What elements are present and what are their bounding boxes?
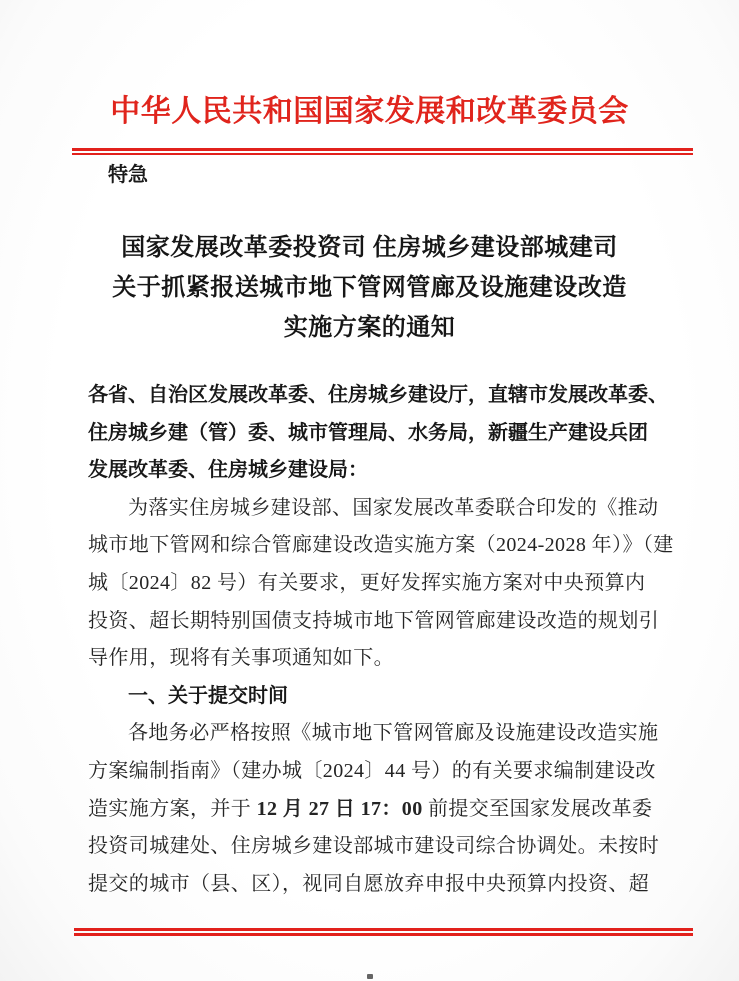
body-text-line: 各地务必严格按照《城市地下管网管廊及设施建设改造实施 bbox=[128, 722, 659, 745]
footer-double-rule bbox=[74, 928, 693, 936]
body-text-line: 投资、超长期特别国债支持城市地下管网管廊建设改造的规划引 bbox=[88, 609, 660, 632]
body-text-line: 提交的城市（县、区），视同自愿放弃申报中央预算内投资、超 bbox=[88, 872, 650, 895]
body-text-line: 方案编制指南》（建办城〔2024〕44 号）的有关要求编制建设改 bbox=[88, 759, 656, 782]
deadline-emphasis: 12 月 27 日 17：00 bbox=[256, 797, 423, 820]
ministry-letterhead-title: 中华人民共和国国家发展和改革委员会 bbox=[110, 95, 629, 128]
document-title-line: 实施方案的通知 bbox=[283, 315, 456, 341]
body-text-segment: 造实施方案，并于 bbox=[88, 797, 257, 820]
body-text-segment: 前提交至国家发展改革委 bbox=[422, 797, 653, 820]
document-title-line: 国家发展改革委投资司 住房城乡建设部城建司 bbox=[121, 235, 618, 261]
document-title bbox=[0, 228, 739, 348]
body-text-line: 投资司城建处、住房城乡建设部城市建设司综合协调处。未按时 bbox=[88, 835, 660, 858]
page-number-mark bbox=[367, 974, 373, 979]
body-text-line: 导作用，现将有关事项通知如下。 bbox=[88, 647, 394, 670]
body-text-line: 城〔2024〕82 号）有关要求，更好发挥实施方案对中央预算内 bbox=[88, 571, 646, 594]
header-double-rule bbox=[72, 148, 693, 155]
body-text-line: 发展改革委、住房城乡建设局： bbox=[88, 459, 368, 482]
document-title-line: 关于抓紧报送城市地下管网管廊及设施建设改造 bbox=[112, 275, 627, 301]
body-text-line bbox=[88, 791, 678, 829]
body-text-line: 为落实住房城乡建设部、国家发展改革委联合印发的《推动 bbox=[128, 496, 659, 519]
document-body bbox=[88, 377, 678, 903]
urgency-label: 特急 bbox=[108, 164, 148, 186]
footer-rule-bottom-line bbox=[74, 933, 693, 936]
section-heading: 一、关于提交时间 bbox=[128, 684, 288, 707]
body-text-line: 城市地下管网和综合管廊建设改造实施方案（2024-2028 年）》（建 bbox=[88, 534, 674, 557]
header-rule-thin-line bbox=[72, 153, 693, 155]
body-text-line: 各省、自治区发展改革委、住房城乡建设厅，直辖市发展改革委、 bbox=[88, 384, 668, 406]
body-text-line: 住房城乡建（管）委、城市管理局、水务局，新疆生产建设兵团 bbox=[88, 421, 648, 444]
